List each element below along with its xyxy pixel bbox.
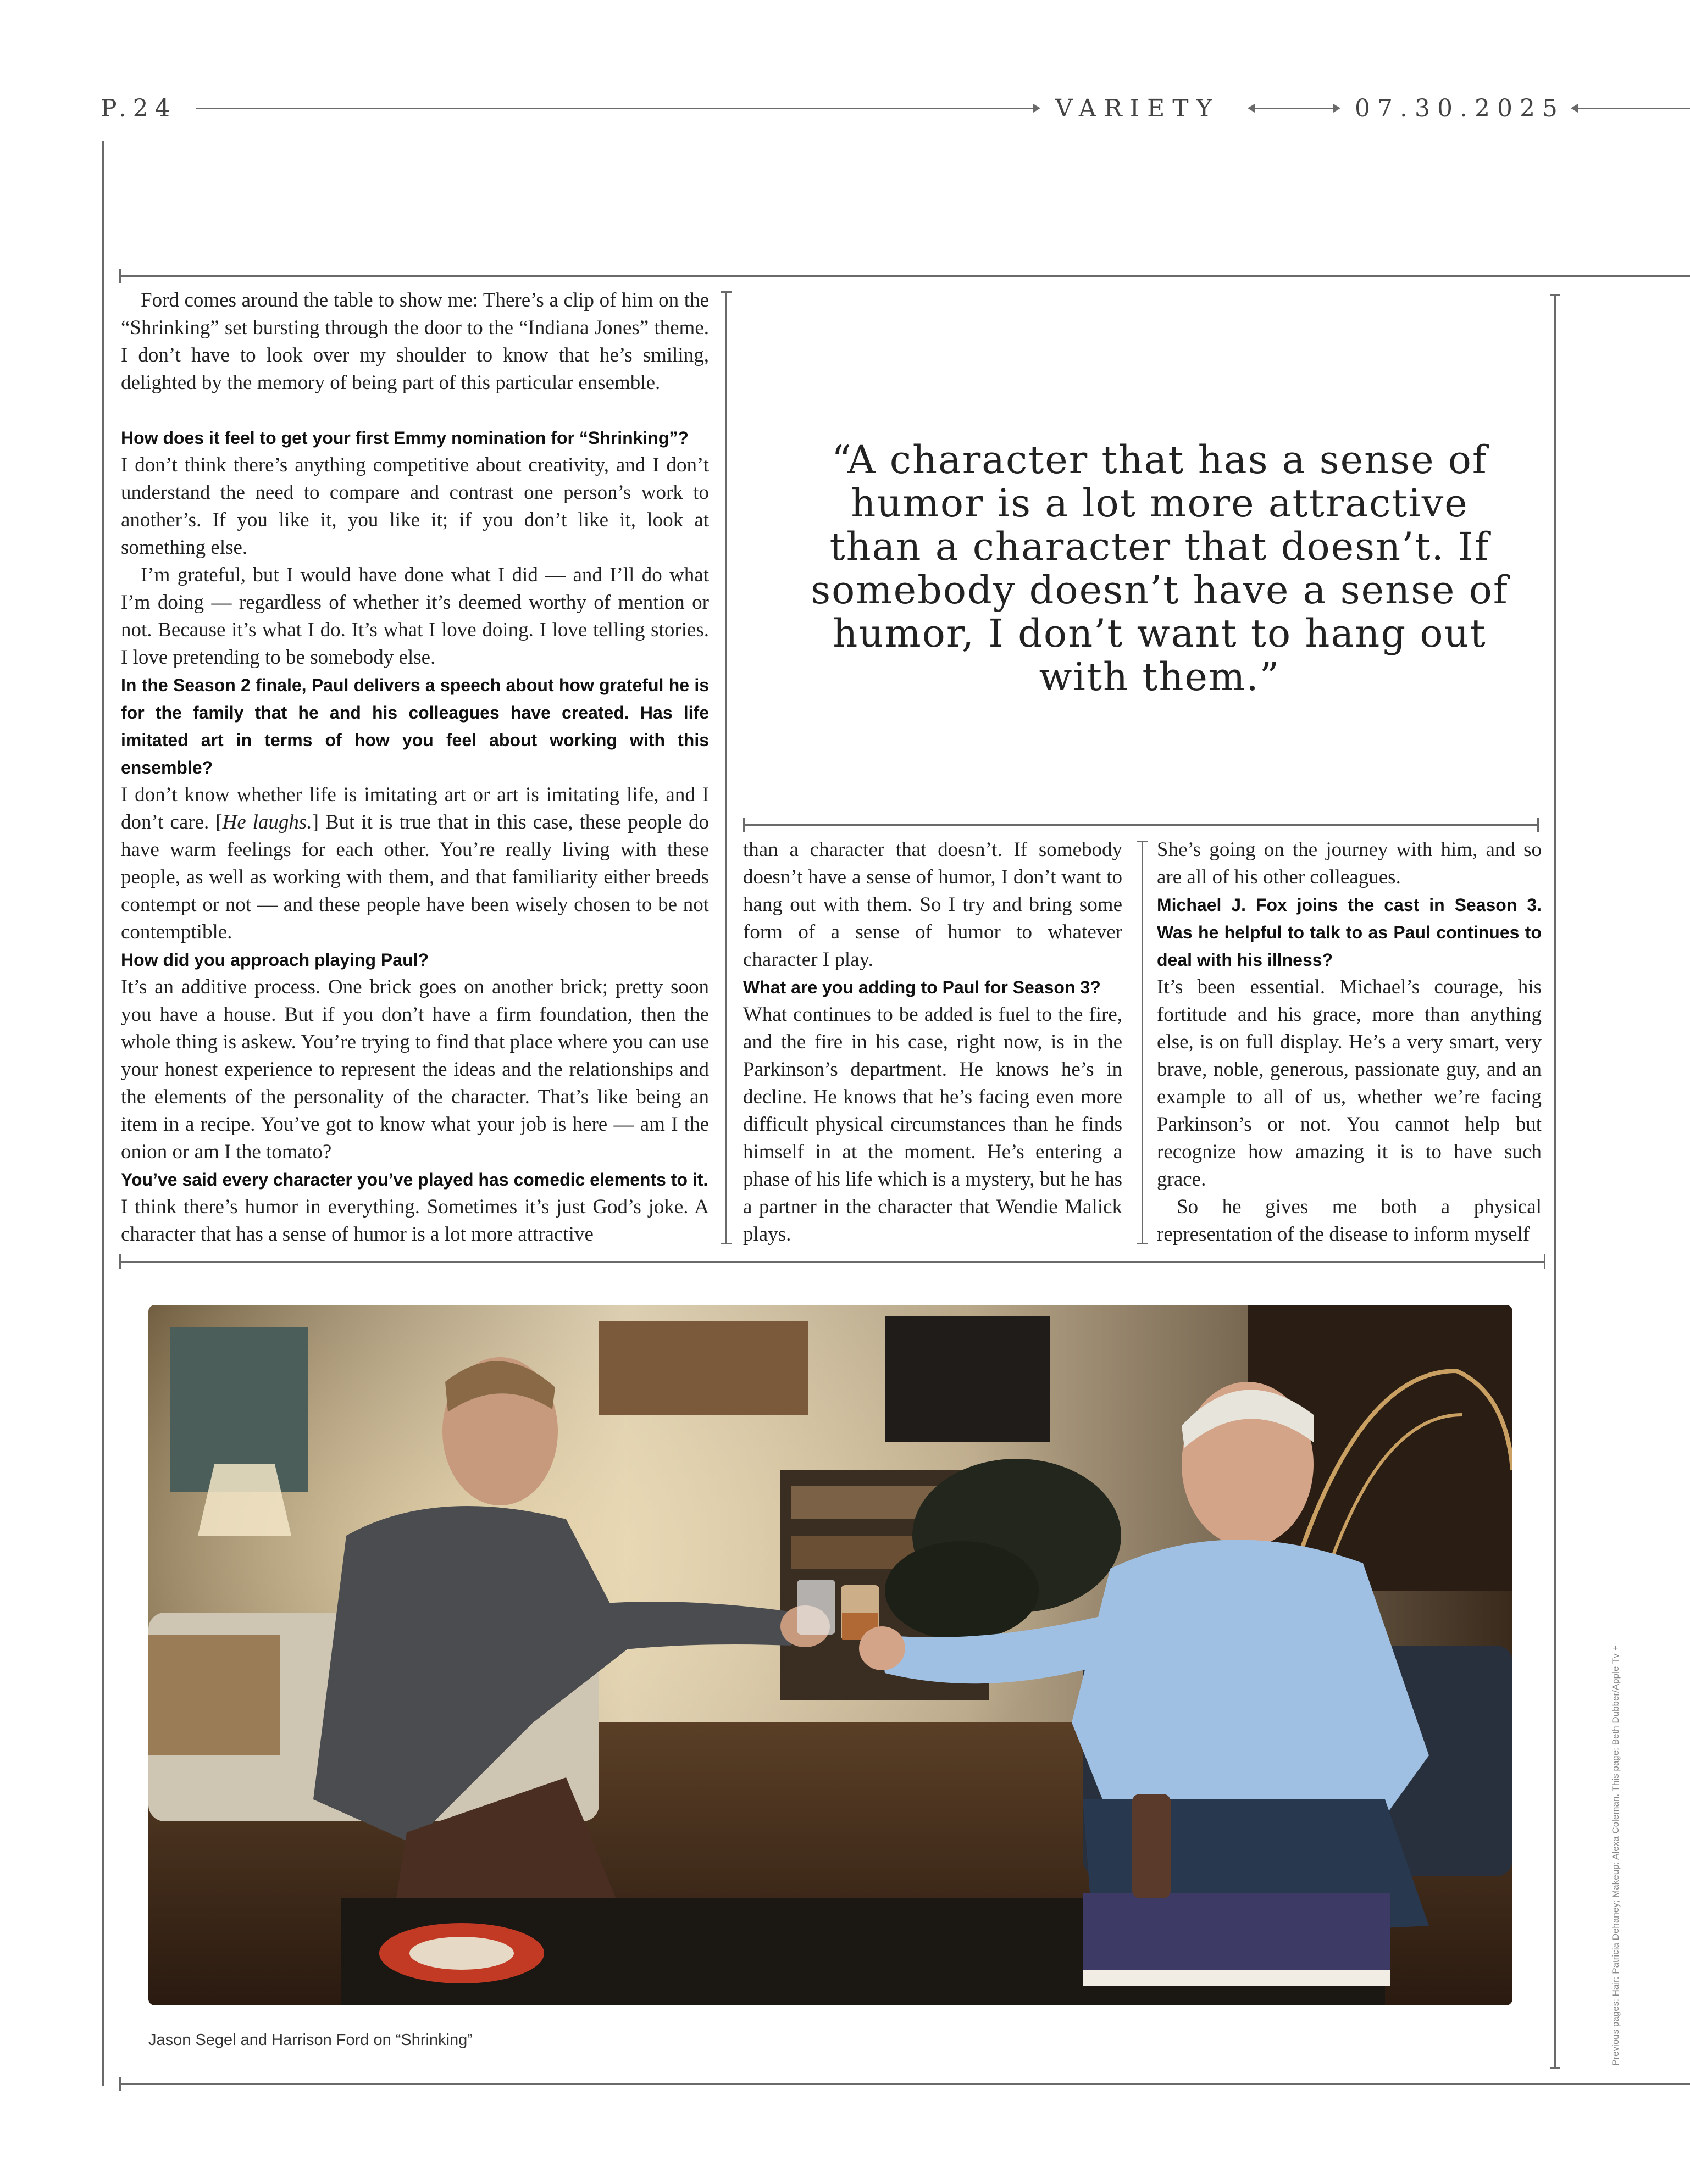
rule-end-tick (1137, 841, 1148, 842)
rule-end-tick (721, 291, 732, 293)
rule-end-tick (119, 1254, 121, 1269)
article-column-3 (1157, 836, 1542, 1248)
page-number: P.24 (101, 95, 177, 123)
pull-quote-rule (743, 824, 1539, 826)
interview-answer: It’s an additive process. One brick goes on another brick; pretty soon you have a house. But if you don’t have a firm foundation, then the whole thing is askew. You’re trying to find that place where you can use your honest experience to represent the ideas and the relationships and the elements of the personality of the character. That’s like being an item in a recipe. You’ve got to know what your job is here — am I the onion or am I the tomato? (121, 976, 709, 1163)
rule-end-tick (743, 818, 745, 832)
intro-paragraph: Ford comes around the table to show me: There’s a clip of him on the “Shrinking” set bursting through the door to the “Indiana Jones” theme. I don’t have to look over my shoulder to know that he’s smiling, delighted by the memory of being part of this particular ensemble. (121, 289, 709, 394)
interview-answer: I’m grateful, but I would have done what I did — and I’ll do what I’m doing — regardless of whether it’s deemed worthy of mention or not. Because it’s what I do. It’s what I love doing. I love telling stories. I love pretending to be somebody else. (121, 564, 709, 669)
frame-left-rule (102, 141, 104, 2086)
column-divider (725, 291, 727, 1244)
stage-direction: He laughs. (222, 811, 312, 833)
pull-quote: “A character that has a sense of humor is a lot more attractive than a character that doesn’t. If somebody doesn’t have a sense of humor, I don’t want to hang out with them.” (811, 437, 1509, 699)
header-rule-right (1578, 108, 1690, 109)
article-column-2 (743, 836, 1122, 1248)
page-bottom-rule (119, 2083, 1690, 2085)
rule-end-tick (721, 1243, 732, 1244)
interview-question: Michael J. Fox joins the cast in Season 3. Was he helpful to talk to as Paul continues to deal with his illness? (1157, 895, 1542, 970)
rule-end-tick (1550, 2067, 1560, 2069)
frame-top-rule (119, 275, 1690, 277)
header-arrow-icon (1571, 104, 1578, 113)
text-bottom-rule (119, 1261, 1545, 1263)
photo-illustration (148, 1305, 1512, 2005)
article-column-1 (121, 287, 709, 1248)
interview-answer: I don’t think there’s anything competitive about creativity, and I don’t understand the need to compare and contrast one person’s work to another’s. If you like it, you like it; if you don’t like it, look at something else. (121, 454, 709, 559)
frame-right-rule (1554, 294, 1556, 2069)
rule-end-tick (1137, 1243, 1148, 1244)
interview-answer: It’s been essential. Michael’s courage, his fortitude and his grace, more than anything else, is on full display. He’s a very smart, very brave, noble, generous, passionate guy, and an example to all of us, whether we’re facing Parkinson’s or not. You cannot help but recognize how amazing it is to have such grace. (1157, 976, 1542, 1191)
interview-answer: So he gives me both a physical representation of the disease to inform myself (1157, 1196, 1542, 1246)
issue-date: 07.30.2025 (1355, 95, 1565, 123)
interview-question: How did you approach playing Paul? (121, 950, 429, 970)
header-arrow-icon (1248, 104, 1255, 113)
interview-answer: I don’t know whether life is imitating art or art is imitating life, and I don’t care. [He laughs.] But it is true that in this case, these people do have warm feelings for each other. You’re really living with these people, as well as working with them, and that familiarity either breeds contempt or not — and these people have been wisely chosen to be not contemptible. (121, 783, 710, 943)
header-rule-left (196, 108, 1034, 109)
rule-end-tick (119, 269, 121, 283)
interview-question: You’ve said every character you’ve played has comedic elements to it. (121, 1170, 708, 1190)
column-divider (1142, 841, 1143, 1244)
interview-question: How does it feel to get your first Emmy nomination for “Shrinking”? (121, 428, 689, 448)
interview-answer: What continues to be added is fuel to the fire, and the fire in his case, right now, is in the Parkinson’s department. He knows he’s in decline. He knows that he’s facing even more difficult physical circumstances than he finds himself in at the moment. He’s entering a phase of his life which is a mystery, but he has a partner in the character that Wendie Malick plays. (743, 1003, 1122, 1246)
rule-end-tick (1544, 1254, 1545, 1269)
interview-question: In the Season 2 finale, Paul delivers a speech about how grateful he is for the family that he and his colleagues have created. Has life imitated art in terms of how you feel about working with this ensemble? (121, 675, 709, 777)
publication-name: VARIETY (1055, 95, 1220, 123)
header-arrow-icon (1033, 104, 1040, 113)
interview-answer: I think there’s humor in everything. Sometimes it’s just God’s joke. A character that has a sense of humor is a lot more attractive (121, 1196, 709, 1246)
photo-credit: Previous pages: Hair: Patricia Dehaney; Makeup: Alexa Coleman. This page: Beth Dubber/Apple Tv + (1610, 1645, 1621, 2066)
interview-question: What are you adding to Paul for Season 3? (743, 977, 1101, 997)
rule-end-tick (1537, 818, 1539, 832)
interview-answer: She’s going on the journey with him, and so are all of his other colleagues. (1157, 838, 1542, 888)
header-arrow-icon (1333, 104, 1340, 113)
photo-caption: Jason Segel and Harrison Ford on “Shrinking” (148, 2031, 473, 2049)
article-photo (148, 1305, 1512, 2005)
rule-end-tick (119, 2077, 121, 2091)
interview-answer: than a character that doesn’t. If somebody doesn’t have a sense of humor, I don’t want to hang out with them. So I try and bring some form of a sense of humor to whatever character I play. (743, 838, 1122, 971)
header-rule-mid (1255, 108, 1334, 109)
rule-end-tick (1550, 294, 1560, 296)
